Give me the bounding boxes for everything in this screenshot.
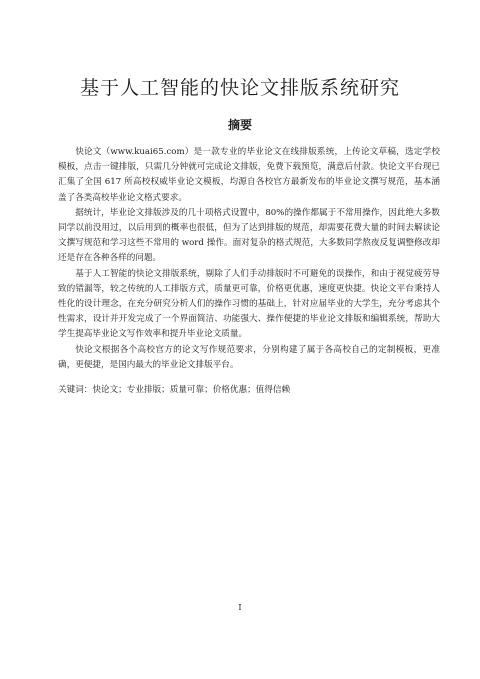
abstract-paragraph: 据统计，毕业论文排版涉及的几十项格式设置中，80%的操作都属于不常用操作，因此绝大多数同学以前没用过，以后用到的概率也很低，但为了达到排版的规范，却需要花费大量的时间去解读论文撰写规范和学习这些不常用的 word 操作。面对复杂的格式规范，大多数同学熬夜反复调整修改却还是存在各种各样的问题。 [58,207,440,264]
abstract-paragraph: 快论文（www.kuai65.com）是一款专业的毕业论文在线排版系统，上传论文草稿，选定学校模板，点击一键排版，只需几分钟就可完成论文排版，免费下载预览，满意后付款。快论文平台现已汇集了全国 617 所高校权威毕业论文模板，均源自各校官方最新发布的毕业论文撰写规范，基本涵盖了各类高校毕业论文格式要求。 [58,147,440,203]
abstract-heading: 摘要 [227,118,252,132]
abstract-body [58,145,440,373]
abstract-paragraph: 快论文根据各个高校官方的论文写作规范要求，分别构建了属于各高校自己的定制模板，更准确，更便捷，是国内最大的毕业论文排版平台。 [58,344,440,370]
page-number: I [238,603,242,612]
keywords-line: 关键词：快论文；专业排版；质量可靠；价格优惠；值得信赖 [58,385,291,395]
document-title: 基于人工智能的快论文排版系统研究 [79,77,400,99]
abstract-paragraph: 基于人工智能的快论文排版系统，剔除了人们手动排版时不可避免的误操作，和由于视觉疲劳导致的错漏等，较之传统的人工排版方式，质量更可靠，价格更优惠，速度更快捷。快论文平台秉持人性化的设计理念，在充分研究分析人们的操作习惯的基础上，针对应届毕业的大学生，充分考虑其个性需求，设计并开发完成了一个界面简洁、功能强大、操作便捷的毕业论文排版和编辑系统，帮助大学生提高毕业论文写作效率和提升毕业论文质量。 [58,268,440,340]
